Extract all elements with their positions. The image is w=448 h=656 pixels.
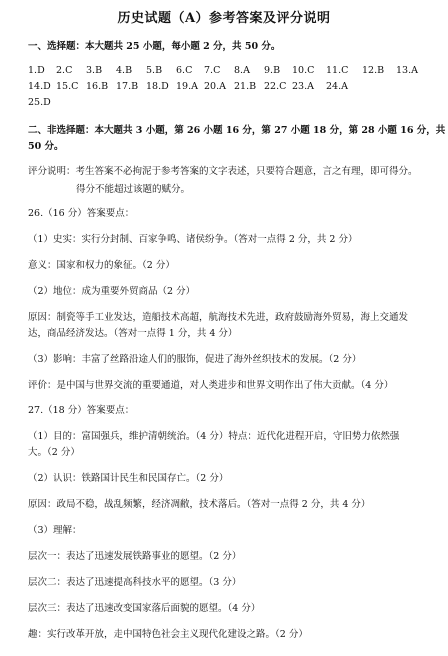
answer-item: 4.B — [116, 65, 133, 76]
answer-row — [28, 65, 444, 81]
q27-line4: （3）理解： — [28, 525, 82, 536]
q27-line1a: （1）目的：富国强兵，维护清朝统治。（4 分）特点：近代化进程开启，守旧势力依然强 — [28, 431, 400, 442]
answer-item: 19.A — [176, 81, 198, 92]
answer-item: 25.D — [28, 97, 51, 108]
answer-item: 22.C — [264, 81, 287, 92]
q26-heading: 26.（16 分）答案要点： — [28, 208, 135, 219]
q27-line3: 原因：政局不稳，战乱频繁，经济凋敝，技术落后。（答对一点得 2 分，共 4 分） — [28, 499, 371, 510]
answer-item: 5.B — [146, 65, 163, 76]
q26-line4a: 原因：制瓷等手工业发达，造船技术高超，航海技术先进，政府鼓励海外贸易，海上交通发 — [28, 312, 409, 323]
q27-line8: 趣：实行改革开放，走中国特色社会主义现代化建设之路。（2 分） — [28, 629, 308, 640]
choice-answers — [28, 65, 444, 113]
answer-item: 11.C — [326, 65, 349, 76]
q27-heading: 27.（18 分）答案要点： — [28, 405, 135, 416]
scoring-note-line2: 得分不能超过该题的赋分。 — [76, 184, 191, 195]
answer-item: 8.A — [234, 65, 250, 76]
q26-line6: 评价：是中国与世界交流的重要通道，对人类进步和世界文明作出了伟大贡献。（4 分） — [28, 380, 394, 391]
answer-item: 10.C — [292, 65, 315, 76]
answer-item: 18.D — [146, 81, 169, 92]
page-title: 历史试题（A）参考答案及评分说明 — [117, 11, 331, 26]
answer-item: 3.B — [86, 65, 103, 76]
q27-line1b: 大。（2 分） — [28, 447, 80, 458]
answer-item: 20.A — [204, 81, 226, 92]
answer-item: 23.A — [292, 81, 314, 92]
q26-line4b: 达，商品经济发达。（答对一点得 1 分，共 4 分） — [28, 328, 238, 339]
section1-heading: 一、选择题：本大题共 25 小题，每小题 2 分，共 50 分。 — [28, 41, 281, 52]
answer-item: 24.A — [326, 81, 348, 92]
scoring-note-line1: 评分说明：考生答案不必拘泥于参考答案的文字表述，只要符合题意，言之有理，即可得分。 — [28, 166, 418, 177]
answer-item: 1.D — [28, 65, 45, 76]
q26-line3: （2）地位：成为重要外贸商品（2 分） — [28, 286, 196, 297]
answer-item: 21.B — [234, 81, 257, 92]
answer-item: 14.D — [28, 81, 51, 92]
answer-row — [28, 97, 444, 113]
q26-line5: （3）影响：丰富了丝路沿途人们的服饰，促进了海外丝织技术的发展。（2 分） — [28, 354, 362, 365]
answer-item: 7.C — [204, 65, 221, 76]
answer-item: 2.C — [56, 65, 73, 76]
answer-item: 12.B — [362, 65, 385, 76]
answer-item: 9.B — [264, 65, 281, 76]
answer-item: 13.A — [396, 65, 418, 76]
q26-line1: （1）史实：实行分封制、百家争鸣、诸侯纷争。（答对一点得 2 分，共 2 分） — [28, 234, 358, 245]
answer-row — [28, 81, 444, 97]
answer-item: 6.C — [176, 65, 193, 76]
section2-heading-line1: 二、非选择题：本大题共 3 小题，第 26 小题 16 分，第 27 小题 18 分，第 28 小题 16 分，共 — [28, 125, 446, 136]
answer-item: 15.C — [56, 81, 79, 92]
q27-line6: 层次二：表达了迅速提高科技水平的愿望。（3 分） — [28, 577, 242, 588]
answer-item: 17.B — [116, 81, 139, 92]
q26-line2: 意义：国家和权力的象征。（2 分） — [28, 260, 175, 271]
q27-line7: 层次三：表达了迅速改变国家落后面貌的愿望。（4 分） — [28, 603, 261, 614]
q27-line2: （2）认识：铁路国计民生和民国存亡。（2 分） — [28, 473, 229, 484]
section2-heading-line2: 50 分。 — [28, 141, 64, 152]
answer-item: 16.B — [86, 81, 109, 92]
q27-line5: 层次一：表达了迅速发展铁路事业的愿望。（2 分） — [28, 551, 242, 562]
